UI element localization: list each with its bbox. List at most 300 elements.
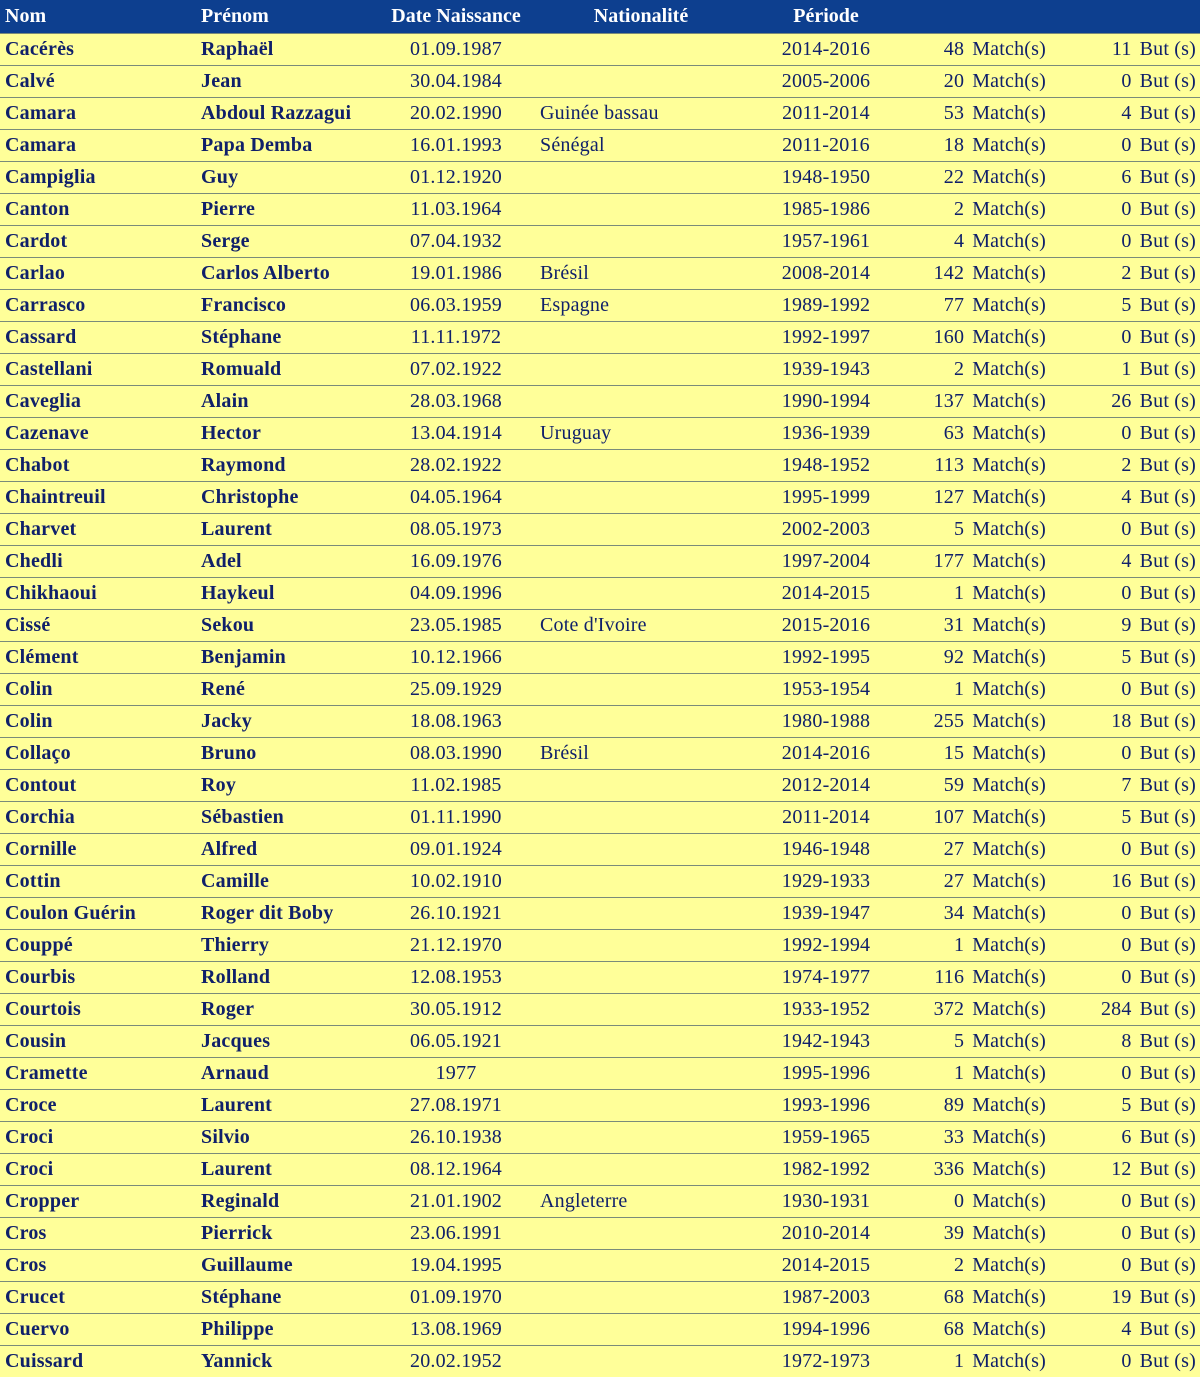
player-matches <box>906 385 1076 417</box>
player-nationality <box>536 1153 746 1185</box>
table-row <box>0 801 1200 833</box>
player-birth-date: 16.01.1993 <box>376 129 536 161</box>
player-last-name: Chaintreuil <box>0 481 196 513</box>
player-last-name: Cardot <box>0 225 196 257</box>
matches-unit: Match(s) <box>972 965 1046 988</box>
matches-count: 116 <box>934 965 965 988</box>
goals-count: 5 <box>1121 645 1132 668</box>
player-last-name: Crucet <box>0 1281 196 1313</box>
table-row <box>0 1313 1200 1345</box>
table-row <box>0 321 1200 353</box>
player-matches <box>906 161 1076 193</box>
player-first-name: Jacky <box>196 705 376 737</box>
goals-unit: But (s) <box>1139 1093 1196 1116</box>
goals-count: 0 <box>1121 229 1132 252</box>
player-first-name: Silvio <box>196 1121 376 1153</box>
player-goals <box>1076 225 1200 257</box>
player-period: 2012-2014 <box>746 769 906 801</box>
matches-count: 68 <box>943 1285 965 1308</box>
player-matches <box>906 97 1076 129</box>
player-period: 1972-1973 <box>746 1345 906 1377</box>
player-birth-date: 04.05.1964 <box>376 481 536 513</box>
player-goals <box>1076 385 1200 417</box>
goals-count: 12 <box>1111 1157 1132 1180</box>
header-periode[interactable]: Période <box>793 4 859 27</box>
player-goals <box>1076 1217 1200 1249</box>
player-period: 1994-1996 <box>746 1313 906 1345</box>
player-goals <box>1076 673 1200 705</box>
player-matches <box>906 129 1076 161</box>
player-period: 2011-2014 <box>746 97 906 129</box>
player-birth-date: 07.04.1932 <box>376 225 536 257</box>
player-period: 1959-1965 <box>746 1121 906 1153</box>
player-birth-date: 10.02.1910 <box>376 865 536 897</box>
table-row <box>0 705 1200 737</box>
matches-count: 113 <box>934 453 965 476</box>
player-first-name: Pierre <box>196 193 376 225</box>
player-first-name: Raymond <box>196 449 376 481</box>
player-goals <box>1076 1121 1200 1153</box>
matches-count: 160 <box>933 325 965 348</box>
player-last-name: Carrasco <box>0 289 196 321</box>
player-matches <box>906 225 1076 257</box>
player-matches <box>906 1313 1076 1345</box>
header-prenom[interactable]: Prénom <box>201 4 269 27</box>
table-row <box>0 65 1200 97</box>
player-goals <box>1076 833 1200 865</box>
player-last-name: Contout <box>0 769 196 801</box>
player-period: 1930-1931 <box>746 1185 906 1217</box>
player-matches <box>906 577 1076 609</box>
player-first-name: Pierrick <box>196 1217 376 1249</box>
player-first-name: Serge <box>196 225 376 257</box>
player-matches <box>906 513 1076 545</box>
matches-count: 22 <box>943 165 965 188</box>
matches-count: 1 <box>953 1349 965 1372</box>
matches-count: 63 <box>943 421 965 444</box>
goals-unit: But (s) <box>1139 1189 1196 1212</box>
player-goals <box>1076 929 1200 961</box>
goals-count: 0 <box>1121 837 1132 860</box>
player-last-name: Cacérès <box>0 33 196 65</box>
player-nationality <box>536 769 746 801</box>
goals-unit: But (s) <box>1139 1349 1196 1372</box>
player-period: 1987-2003 <box>746 1281 906 1313</box>
table-row <box>0 929 1200 961</box>
player-nationality <box>536 993 746 1025</box>
table-row <box>0 161 1200 193</box>
player-birth-date: 28.03.1968 <box>376 385 536 417</box>
matches-count: 2 <box>953 197 965 220</box>
goals-unit: But (s) <box>1139 837 1196 860</box>
player-matches <box>906 705 1076 737</box>
matches-unit: Match(s) <box>972 69 1046 92</box>
player-goals <box>1076 353 1200 385</box>
player-last-name: Colin <box>0 705 196 737</box>
goals-unit: But (s) <box>1139 1125 1196 1148</box>
player-birth-date: 16.09.1976 <box>376 545 536 577</box>
player-period: 1992-1995 <box>746 641 906 673</box>
player-first-name: Haykeul <box>196 577 376 609</box>
player-matches <box>906 897 1076 929</box>
player-nationality <box>536 1089 746 1121</box>
player-first-name: Laurent <box>196 513 376 545</box>
goals-count: 0 <box>1121 69 1132 92</box>
player-period: 1992-1997 <box>746 321 906 353</box>
player-matches <box>906 833 1076 865</box>
player-last-name: Cissé <box>0 609 196 641</box>
matches-unit: Match(s) <box>972 805 1046 828</box>
player-first-name: Stéphane <box>196 1281 376 1313</box>
player-birth-date: 21.01.1902 <box>376 1185 536 1217</box>
player-nationality <box>536 641 746 673</box>
matches-count: 1 <box>953 677 965 700</box>
table-row <box>0 1025 1200 1057</box>
player-nationality <box>536 1313 746 1345</box>
player-birth-date: 09.01.1924 <box>376 833 536 865</box>
player-matches <box>906 449 1076 481</box>
player-matches <box>906 641 1076 673</box>
goals-count: 7 <box>1121 773 1132 796</box>
matches-unit: Match(s) <box>972 997 1046 1020</box>
player-birth-date: 18.08.1963 <box>376 705 536 737</box>
player-period: 1980-1988 <box>746 705 906 737</box>
player-first-name: Sébastien <box>196 801 376 833</box>
player-goals <box>1076 1089 1200 1121</box>
goals-unit: But (s) <box>1139 69 1196 92</box>
player-first-name: Alain <box>196 385 376 417</box>
player-first-name: Benjamin <box>196 641 376 673</box>
player-first-name: Carlos Alberto <box>196 257 376 289</box>
table-row <box>0 1217 1200 1249</box>
goals-count: 0 <box>1121 581 1132 604</box>
goals-unit: But (s) <box>1139 741 1196 764</box>
matches-unit: Match(s) <box>972 261 1046 284</box>
player-birth-date: 01.09.1987 <box>376 33 536 65</box>
player-matches <box>906 769 1076 801</box>
player-period: 1946-1948 <box>746 833 906 865</box>
player-period: 1948-1950 <box>746 161 906 193</box>
player-goals <box>1076 65 1200 97</box>
goals-count: 0 <box>1121 741 1132 764</box>
player-matches <box>906 1089 1076 1121</box>
goals-unit: But (s) <box>1139 549 1196 572</box>
goals-unit: But (s) <box>1139 677 1196 700</box>
matches-count: 177 <box>933 549 965 572</box>
player-matches <box>906 1121 1076 1153</box>
player-matches <box>906 1249 1076 1281</box>
player-matches <box>906 193 1076 225</box>
header-buts <box>1076 0 1200 33</box>
player-last-name: Cousin <box>0 1025 196 1057</box>
matches-unit: Match(s) <box>972 1221 1046 1244</box>
player-goals <box>1076 193 1200 225</box>
table-row <box>0 1345 1200 1377</box>
player-birth-date: 06.05.1921 <box>376 1025 536 1057</box>
player-birth-date: 07.02.1922 <box>376 353 536 385</box>
goals-unit: But (s) <box>1139 1285 1196 1308</box>
player-birth-date: 23.05.1985 <box>376 609 536 641</box>
player-matches <box>906 257 1076 289</box>
player-matches <box>906 1281 1076 1313</box>
table-row <box>0 1281 1200 1313</box>
player-first-name: Abdoul Razzagui <box>196 97 376 129</box>
matches-count: 127 <box>933 485 965 508</box>
player-last-name: Cros <box>0 1249 196 1281</box>
goals-count: 0 <box>1121 1061 1132 1084</box>
player-first-name: Hector <box>196 417 376 449</box>
matches-unit: Match(s) <box>972 549 1046 572</box>
player-matches <box>906 737 1076 769</box>
goals-unit: But (s) <box>1139 933 1196 956</box>
player-first-name: Stéphane <box>196 321 376 353</box>
goals-unit: But (s) <box>1139 581 1196 604</box>
player-nationality <box>536 193 746 225</box>
player-nationality: Brésil <box>536 257 746 289</box>
table-row <box>0 1121 1200 1153</box>
matches-unit: Match(s) <box>972 421 1046 444</box>
player-period: 1929-1933 <box>746 865 906 897</box>
goals-count: 4 <box>1121 485 1132 508</box>
player-last-name: Croce <box>0 1089 196 1121</box>
goals-count: 9 <box>1121 613 1132 636</box>
player-goals <box>1076 865 1200 897</box>
header-nom[interactable]: Nom <box>5 4 47 27</box>
matches-count: 92 <box>943 645 965 668</box>
matches-count: 48 <box>943 37 965 60</box>
player-last-name: Castellani <box>0 353 196 385</box>
goals-unit: But (s) <box>1139 197 1196 220</box>
player-nationality <box>536 1025 746 1057</box>
goals-unit: But (s) <box>1139 485 1196 508</box>
goals-unit: But (s) <box>1139 357 1196 380</box>
player-first-name: Laurent <box>196 1089 376 1121</box>
matches-unit: Match(s) <box>972 1061 1046 1084</box>
matches-count: 255 <box>933 709 965 732</box>
goals-count: 284 <box>1100 997 1132 1020</box>
matches-unit: Match(s) <box>972 485 1046 508</box>
player-birth-date: 01.09.1970 <box>376 1281 536 1313</box>
player-last-name: Collaço <box>0 737 196 769</box>
player-first-name: Yannick <box>196 1345 376 1377</box>
goals-unit: But (s) <box>1139 133 1196 156</box>
matches-count: 1 <box>953 933 965 956</box>
player-nationality <box>536 353 746 385</box>
matches-unit: Match(s) <box>972 1349 1046 1372</box>
player-goals <box>1076 993 1200 1025</box>
matches-count: 15 <box>943 741 965 764</box>
player-period: 1957-1961 <box>746 225 906 257</box>
table-row <box>0 385 1200 417</box>
table-row <box>0 129 1200 161</box>
goals-unit: But (s) <box>1139 1157 1196 1180</box>
matches-unit: Match(s) <box>972 197 1046 220</box>
player-period: 2005-2006 <box>746 65 906 97</box>
player-matches <box>906 801 1076 833</box>
player-first-name: Adel <box>196 545 376 577</box>
goals-unit: But (s) <box>1139 1029 1196 1052</box>
player-matches <box>906 353 1076 385</box>
player-nationality <box>536 865 746 897</box>
player-nationality <box>536 1057 746 1089</box>
goals-count: 1 <box>1121 357 1132 380</box>
matches-unit: Match(s) <box>972 1189 1046 1212</box>
goals-unit: But (s) <box>1139 165 1196 188</box>
table-row <box>0 577 1200 609</box>
player-nationality <box>536 801 746 833</box>
player-last-name: Cottin <box>0 865 196 897</box>
player-birth-date: 11.11.1972 <box>376 321 536 353</box>
player-matches <box>906 417 1076 449</box>
table-row <box>0 737 1200 769</box>
player-matches <box>906 289 1076 321</box>
player-goals <box>1076 417 1200 449</box>
player-goals <box>1076 705 1200 737</box>
player-last-name: Couppé <box>0 929 196 961</box>
player-first-name: Alfred <box>196 833 376 865</box>
player-birth-date: 28.02.1922 <box>376 449 536 481</box>
goals-unit: But (s) <box>1139 869 1196 892</box>
header-nationalite[interactable]: Nationalité <box>593 4 689 27</box>
matches-count: 27 <box>943 869 965 892</box>
player-nationality <box>536 65 746 97</box>
player-goals <box>1076 1057 1200 1089</box>
player-period: 1936-1939 <box>746 417 906 449</box>
matches-count: 142 <box>933 261 965 284</box>
player-goals <box>1076 641 1200 673</box>
matches-unit: Match(s) <box>972 37 1046 60</box>
matches-count: 2 <box>953 357 965 380</box>
player-first-name: Jean <box>196 65 376 97</box>
player-matches <box>906 929 1076 961</box>
player-nationality <box>536 673 746 705</box>
matches-count: 5 <box>953 517 965 540</box>
table-row <box>0 513 1200 545</box>
player-nationality: Cote d'Ivoire <box>536 609 746 641</box>
player-goals <box>1076 1249 1200 1281</box>
player-nationality: Uruguay <box>536 417 746 449</box>
player-first-name: Roger dit Boby <box>196 897 376 929</box>
matches-unit: Match(s) <box>972 229 1046 252</box>
player-matches <box>906 33 1076 65</box>
player-birth-date: 13.08.1969 <box>376 1313 536 1345</box>
player-first-name: Christophe <box>196 481 376 513</box>
goals-count: 0 <box>1121 421 1132 444</box>
goals-count: 4 <box>1121 1317 1132 1340</box>
goals-unit: But (s) <box>1139 1253 1196 1276</box>
matches-unit: Match(s) <box>972 901 1046 924</box>
table-row <box>0 225 1200 257</box>
matches-count: 31 <box>943 613 965 636</box>
player-nationality <box>536 961 746 993</box>
player-last-name: Camara <box>0 97 196 129</box>
player-period: 1995-1996 <box>746 1057 906 1089</box>
table-row <box>0 449 1200 481</box>
matches-count: 5 <box>953 1029 965 1052</box>
player-birth-date: 30.05.1912 <box>376 993 536 1025</box>
player-goals <box>1076 609 1200 641</box>
player-last-name: Croci <box>0 1153 196 1185</box>
player-first-name: Romuald <box>196 353 376 385</box>
player-last-name: Courtois <box>0 993 196 1025</box>
player-goals <box>1076 289 1200 321</box>
player-birth-date: 11.02.1985 <box>376 769 536 801</box>
player-first-name: Bruno <box>196 737 376 769</box>
matches-unit: Match(s) <box>972 1157 1046 1180</box>
player-birth-date: 13.04.1914 <box>376 417 536 449</box>
table-row <box>0 353 1200 385</box>
matches-unit: Match(s) <box>972 1029 1046 1052</box>
player-period: 1989-1992 <box>746 289 906 321</box>
player-nationality <box>536 897 746 929</box>
player-matches <box>906 1153 1076 1185</box>
player-nationality: Sénégal <box>536 129 746 161</box>
player-last-name: Coulon Guérin <box>0 897 196 929</box>
player-period: 1997-2004 <box>746 545 906 577</box>
player-first-name: Camille <box>196 865 376 897</box>
player-period: 1985-1986 <box>746 193 906 225</box>
player-first-name: Jacques <box>196 1025 376 1057</box>
player-goals <box>1076 1313 1200 1345</box>
player-last-name: Cropper <box>0 1185 196 1217</box>
player-nationality <box>536 929 746 961</box>
matches-unit: Match(s) <box>972 837 1046 860</box>
goals-unit: But (s) <box>1139 1317 1196 1340</box>
player-first-name: Rolland <box>196 961 376 993</box>
player-goals <box>1076 801 1200 833</box>
player-birth-date: 30.04.1984 <box>376 65 536 97</box>
player-period: 2015-2016 <box>746 609 906 641</box>
table-row <box>0 961 1200 993</box>
matches-unit: Match(s) <box>972 133 1046 156</box>
player-matches <box>906 865 1076 897</box>
player-matches <box>906 609 1076 641</box>
matches-count: 2 <box>953 1253 965 1276</box>
player-last-name: Chikhaoui <box>0 577 196 609</box>
player-goals <box>1076 257 1200 289</box>
player-period: 2014-2015 <box>746 1249 906 1281</box>
goals-count: 6 <box>1121 165 1132 188</box>
player-birth-date: 26.10.1921 <box>376 897 536 929</box>
player-first-name: Francisco <box>196 289 376 321</box>
player-last-name: Chedli <box>0 545 196 577</box>
goals-unit: But (s) <box>1139 709 1196 732</box>
player-matches <box>906 1185 1076 1217</box>
goals-count: 0 <box>1121 1221 1132 1244</box>
goals-count: 0 <box>1121 901 1132 924</box>
table-row <box>0 673 1200 705</box>
player-goals <box>1076 1185 1200 1217</box>
table-row <box>0 417 1200 449</box>
matches-unit: Match(s) <box>972 517 1046 540</box>
player-matches <box>906 481 1076 513</box>
player-birth-date: 10.12.1966 <box>376 641 536 673</box>
matches-unit: Match(s) <box>972 165 1046 188</box>
player-first-name: Roger <box>196 993 376 1025</box>
player-goals <box>1076 161 1200 193</box>
player-last-name: Cuervo <box>0 1313 196 1345</box>
player-nationality <box>536 225 746 257</box>
goals-unit: But (s) <box>1139 773 1196 796</box>
header-date-naissance[interactable]: Date Naissance <box>391 4 521 27</box>
player-goals <box>1076 481 1200 513</box>
player-nationality: Guinée bassau <box>536 97 746 129</box>
goals-count: 5 <box>1121 1093 1132 1116</box>
table-row <box>0 609 1200 641</box>
table-row <box>0 33 1200 65</box>
player-goals <box>1076 961 1200 993</box>
player-birth-date: 08.05.1973 <box>376 513 536 545</box>
